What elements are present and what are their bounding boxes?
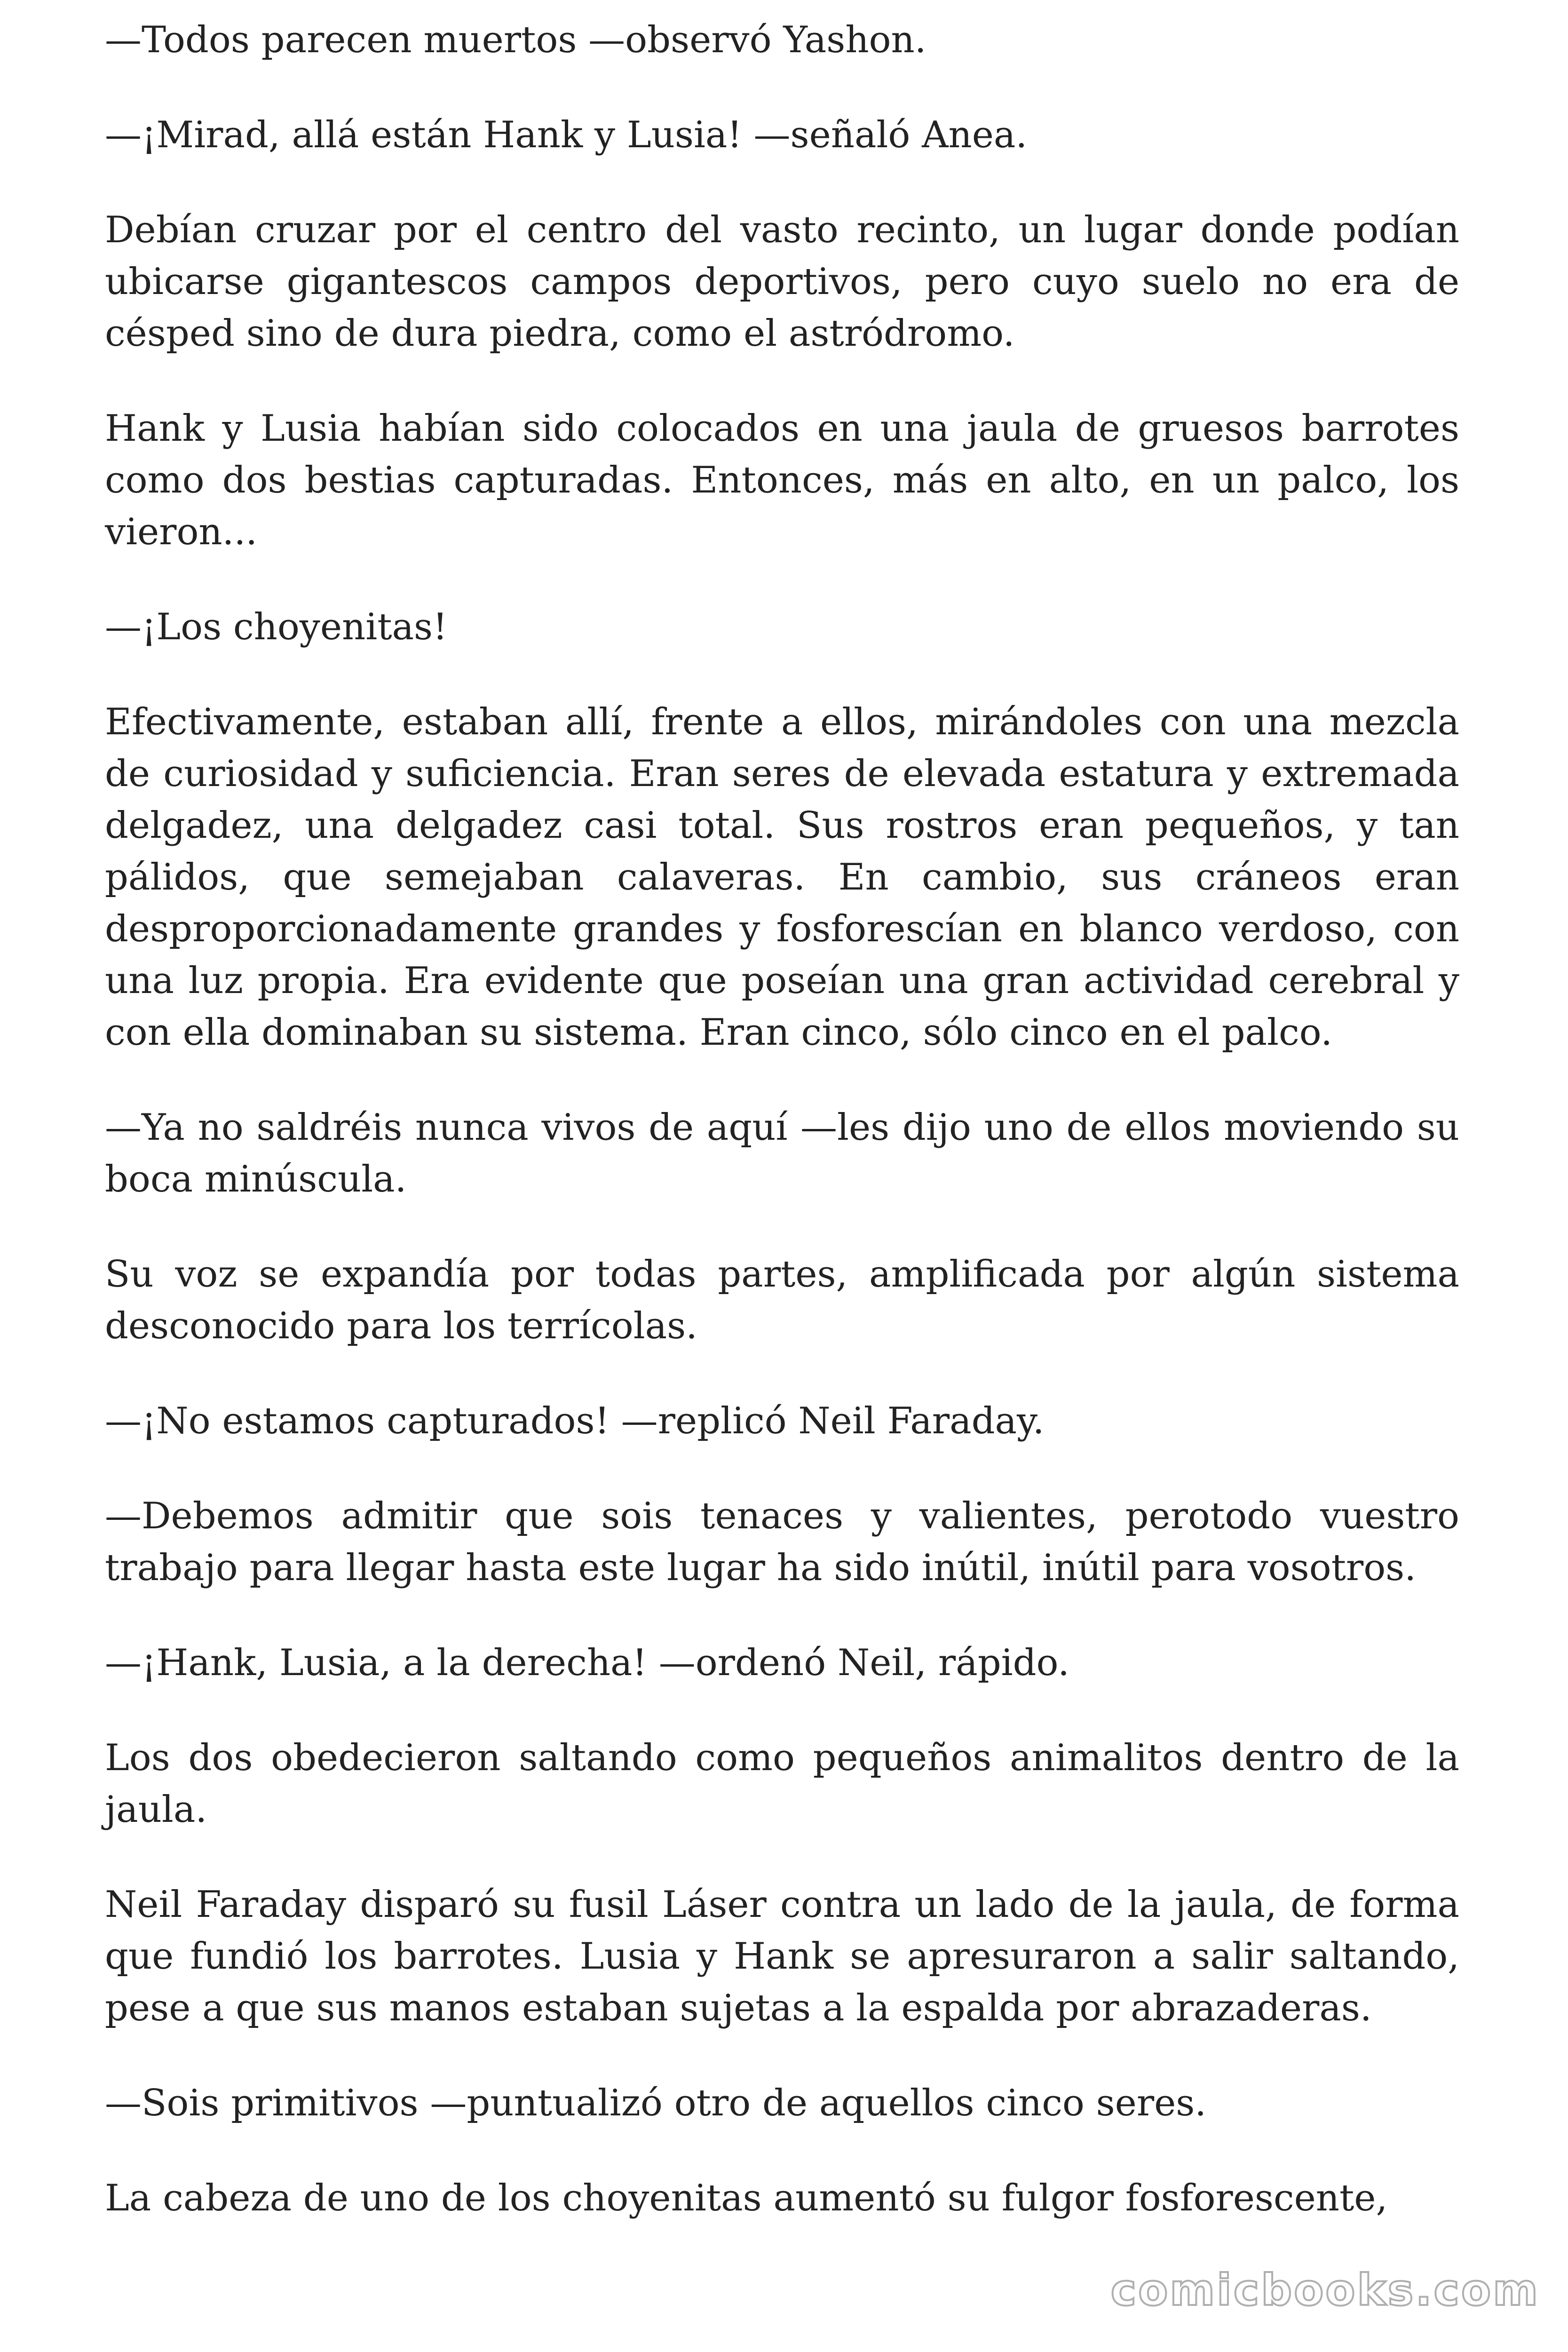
paragraph: Efectivamente, estaban allí, frente a ellos, mirándoles con una mezcla de curiosidad y suficiencia. Eran seres de elevada estatura y extremada delgadez, una delgadez casi total. Sus rostros eran pequeños, y tan pálidos, que semejaban calaveras. En cambio, sus cráneos eran desproporcionadamente grandes y fosforescían en blanco verdoso, con una luz propia. Era evidente que poseían una gran actividad cerebral y con ella dominaban su sistema. Eran cinco, sólo cinco en el palco. — [105, 701, 1459, 1054]
paragraph: Debían cruzar por el centro del vasto recinto, un lugar donde podían ubicarse gigantescos campos deportivos, pero cuyo suelo no era de césped sino de dura piedra, como el astródromo. — [105, 209, 1459, 355]
watermark: comicbooks.com — [1110, 2265, 1540, 2315]
paragraph: —Debemos admitir que sois tenaces y valientes, perotodo vuestro trabajo para llegar hasta este lugar ha sido inútil, inútil para vosotros. — [105, 1495, 1459, 1589]
paragraph: —¡No estamos capturados! —replicó Neil Faraday. — [105, 1400, 1045, 1442]
paragraph: —¡Los choyenitas! — [105, 606, 448, 648]
document-page — [105, 14, 1459, 2224]
paragraph: —Ya no saldréis nunca vivos de aquí —les dijo uno de ellos moviendo su boca minúscula. — [105, 1106, 1459, 1200]
paragraph: —¡Hank, Lusia, a la derecha! —ordenó Neil, rápido. — [105, 1642, 1069, 1684]
paragraph: Hank y Lusia habían sido colocados en una jaula de gruesos barrotes como dos bestias capturadas. Entonces, más en alto, en un palco, los vieron... — [105, 407, 1459, 553]
paragraph: Neil Faraday disparó su fusil Láser contra un lado de la jaula, de forma que fundió los barrotes. Lusia y Hank se apresuraron a salir saltando, pese a que sus manos estaban sujetas a la espalda por abrazaderas. — [105, 1883, 1459, 2029]
paragraph: —¡Mirad, allá están Hank y Lusia! —señaló Anea. — [105, 114, 1028, 156]
paragraph: Los dos obedecieron saltando como pequeños animalitos dentro de la jaula. — [105, 1737, 1459, 1831]
paragraph: Su voz se expandía por todas partes, amplificada por algún sistema desconocido para los terrícolas. — [105, 1253, 1459, 1347]
paragraph: —Todos parecen muertos —observó Yashon. — [105, 19, 927, 61]
paragraph: La cabeza de uno de los choyenitas aumentó su fulgor fosforescente, — [105, 2177, 1388, 2219]
paragraph: —Sois primitivos —puntualizó otro de aquellos cinco seres. — [105, 2082, 1207, 2124]
